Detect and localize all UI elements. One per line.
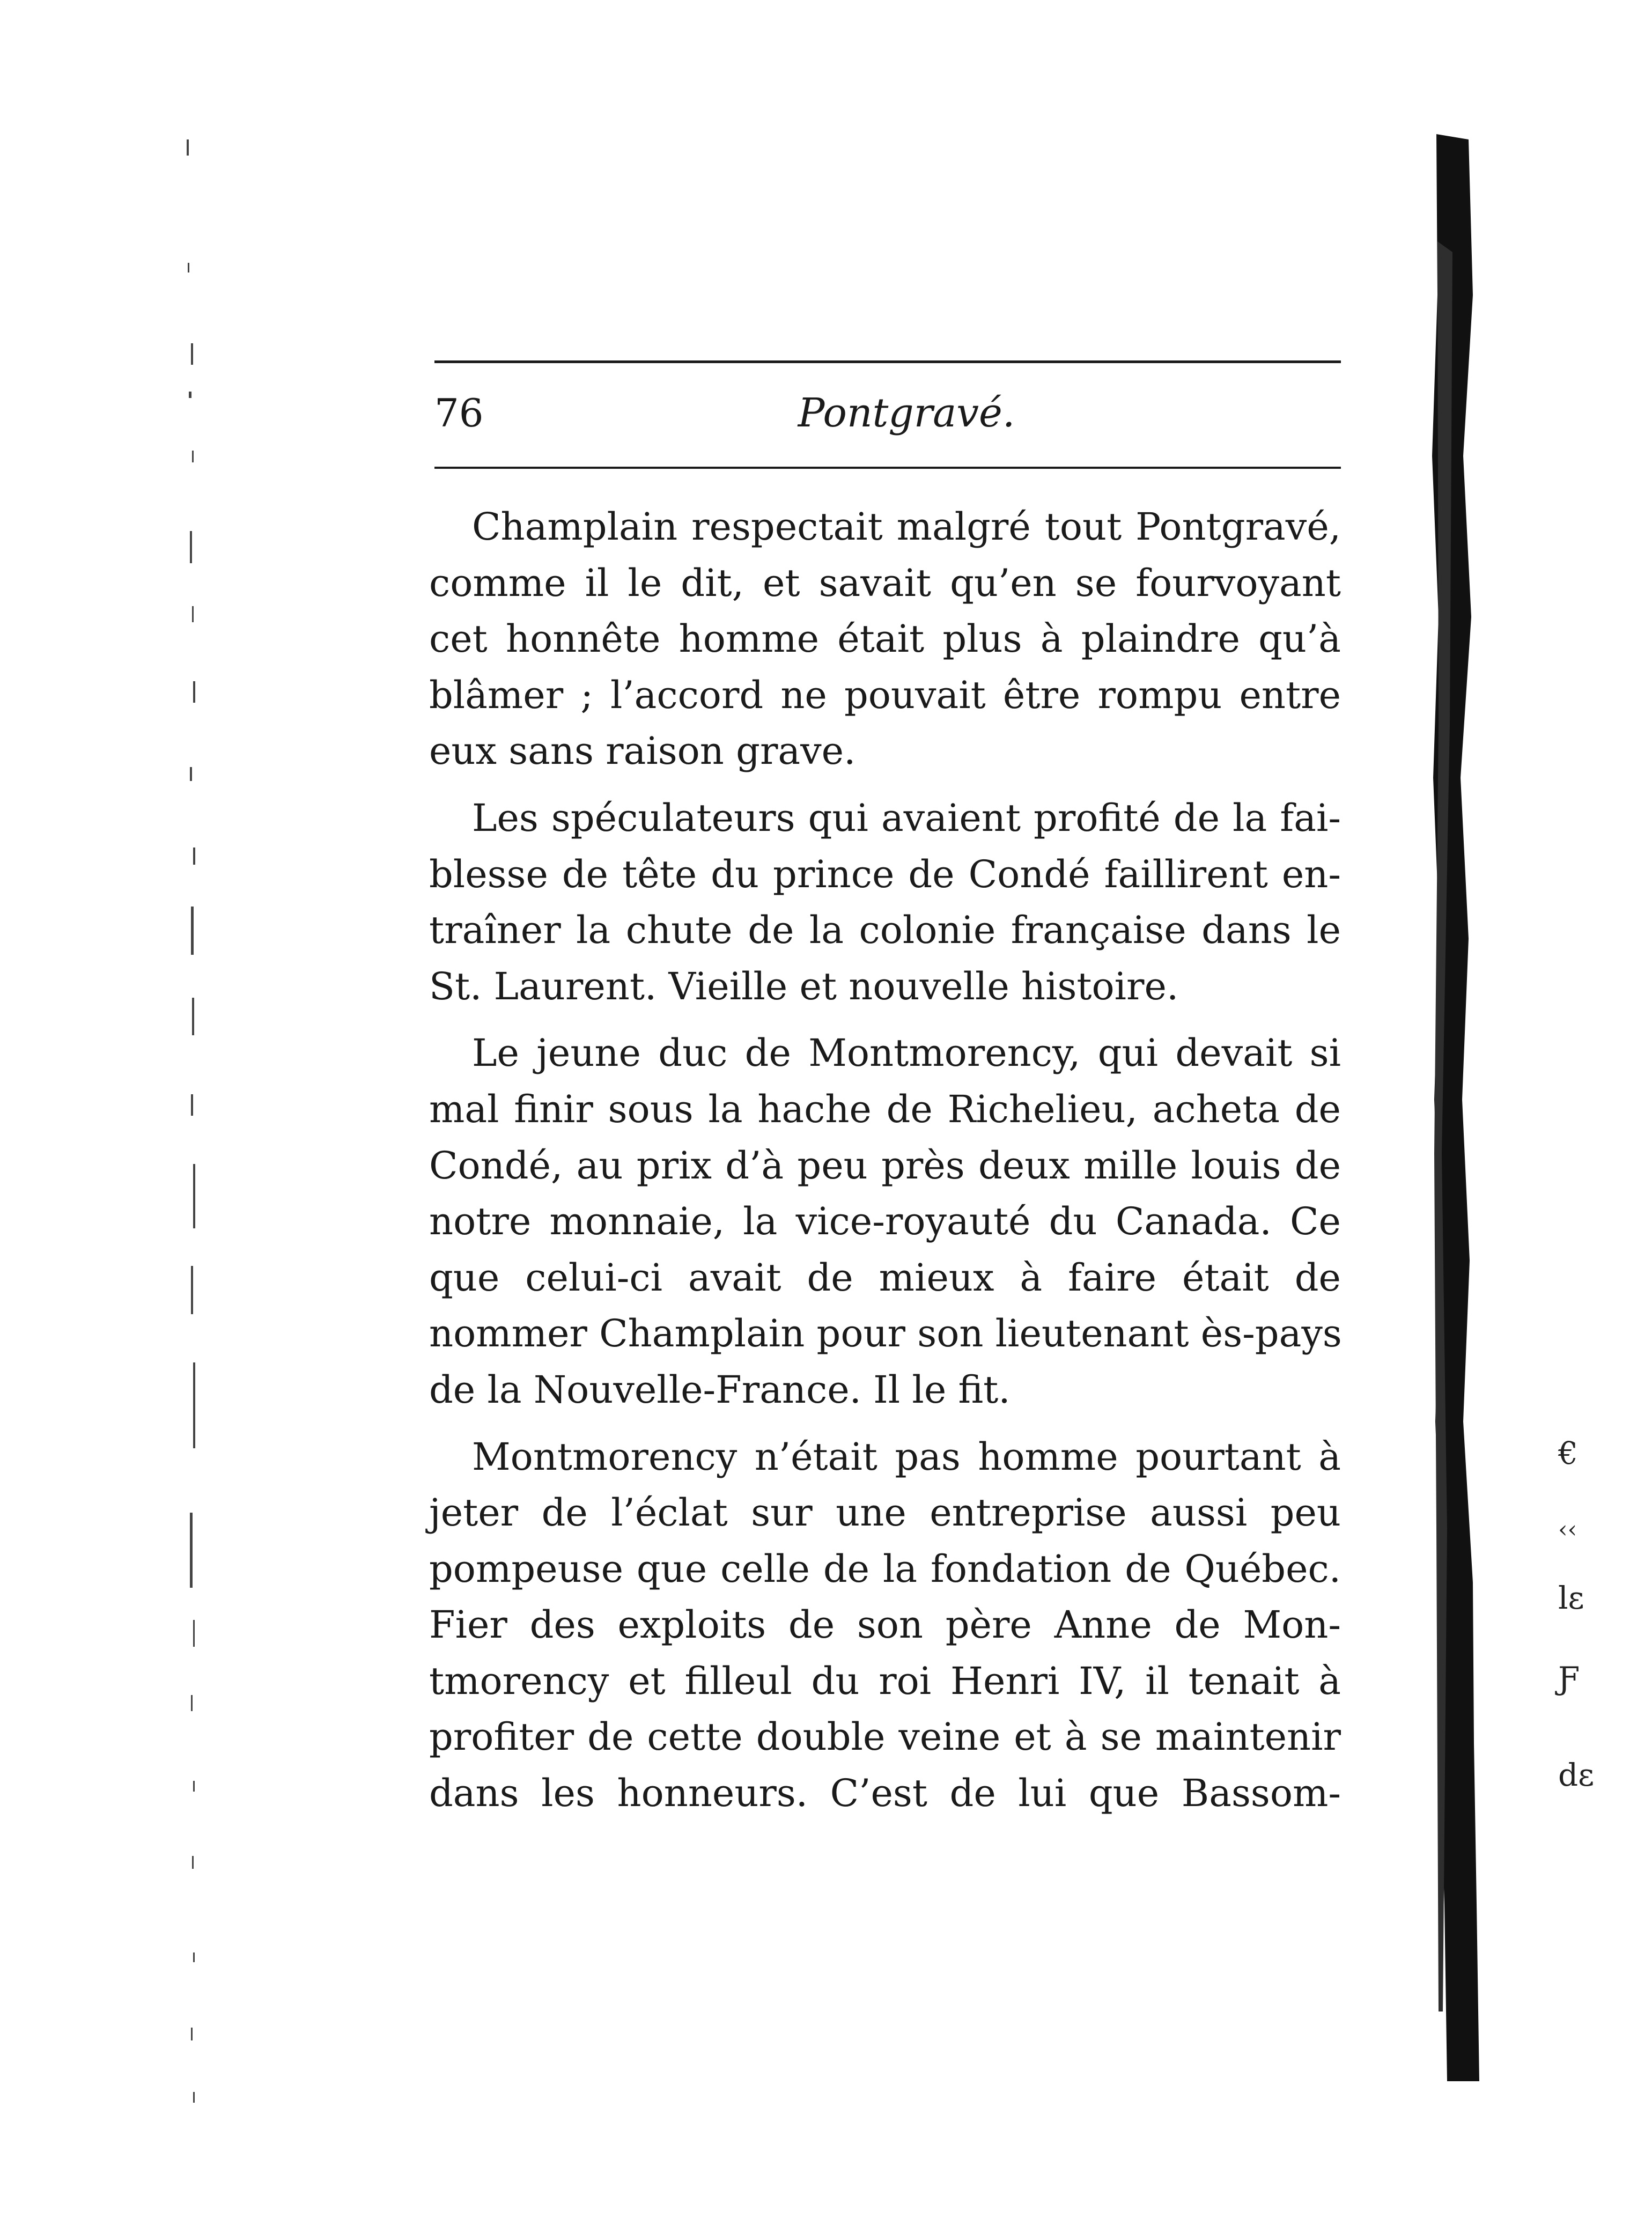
text-line: Champlain respectait malgré tout Pontgravé, [472, 505, 1341, 549]
facing-fragment: ‹‹ [1558, 1516, 1577, 1543]
body-text [429, 499, 1341, 1832]
text-line: jeter de l’éclat sur une entreprise aussi peu [429, 1491, 1341, 1535]
paragraph [429, 790, 1341, 1014]
running-title: Pontgravé. [798, 390, 1015, 436]
text-line: nommer Champlain pour son lieutenant ès-pays [429, 1311, 1342, 1356]
text-line: traîner la chute de la colonie française dans le [429, 908, 1341, 953]
facing-fragment: Ƒ [1558, 1660, 1580, 1697]
text-line: notre monnaie, la vice-royauté du Canada. Ce [429, 1199, 1341, 1244]
page-number: 76 [434, 390, 484, 436]
text-line: Condé, au prix d’à peu près deux mille louis de [429, 1143, 1341, 1188]
paragraph [429, 1025, 1341, 1418]
running-head [434, 384, 1341, 443]
text-line: blâmer ; l’accord ne pouvait être rompu entre [429, 673, 1341, 717]
paragraph [429, 499, 1341, 779]
text-line: Fier des exploits de son père Anne de Mon- [429, 1603, 1341, 1647]
text-line: mal finir sous la hache de Richelieu, acheta de [429, 1087, 1341, 1131]
text-line: Montmorency n’était pas homme pourtant à [472, 1434, 1341, 1479]
header-rule-top [434, 360, 1341, 363]
binding-shadow-graphic [1431, 134, 1495, 2081]
facing-page-fragments [1558, 1435, 1639, 1824]
text-line: eux sans raison grave. [429, 729, 856, 773]
binding-shadow [1431, 134, 1495, 2081]
facing-fragment: lɛ [1558, 1580, 1584, 1616]
left-margin-speckles [177, 139, 209, 2113]
text-line: St. Laurent. Vieille et nouvelle histoire. [429, 964, 1179, 1008]
text-line: blesse de tête du prince de Condé faillirent en- [429, 852, 1341, 896]
paragraph [429, 1429, 1341, 1822]
text-line: profiter de cette double veine et à se maintenir [429, 1715, 1341, 1759]
text-line: Le jeune duc de Montmorency, qui devait si [472, 1031, 1341, 1075]
header-rule-bottom [434, 467, 1341, 469]
text-line: comme il le dit, et savait qu’en se fourvoyant [429, 561, 1341, 605]
facing-fragment: € [1558, 1435, 1578, 1471]
text-line: que celui-ci avait de mieux à faire était de [429, 1255, 1341, 1300]
text-line: Les spéculateurs qui avaient profité de la fai- [472, 795, 1341, 840]
text-line: pompeuse que celle de la fondation de Québec. [429, 1546, 1341, 1591]
text-line: dans les honneurs. C’est de lui que Bassom- [429, 1771, 1341, 1816]
facing-fragment: dɛ [1558, 1757, 1595, 1793]
text-line: cet honnête homme était plus à plaindre qu’à [429, 617, 1341, 661]
text-line: tmorency et filleul du roi Henri IV, il tenait à [429, 1659, 1341, 1703]
text-line: de la Nouvelle-France. Il le fit. [429, 1367, 1011, 1412]
